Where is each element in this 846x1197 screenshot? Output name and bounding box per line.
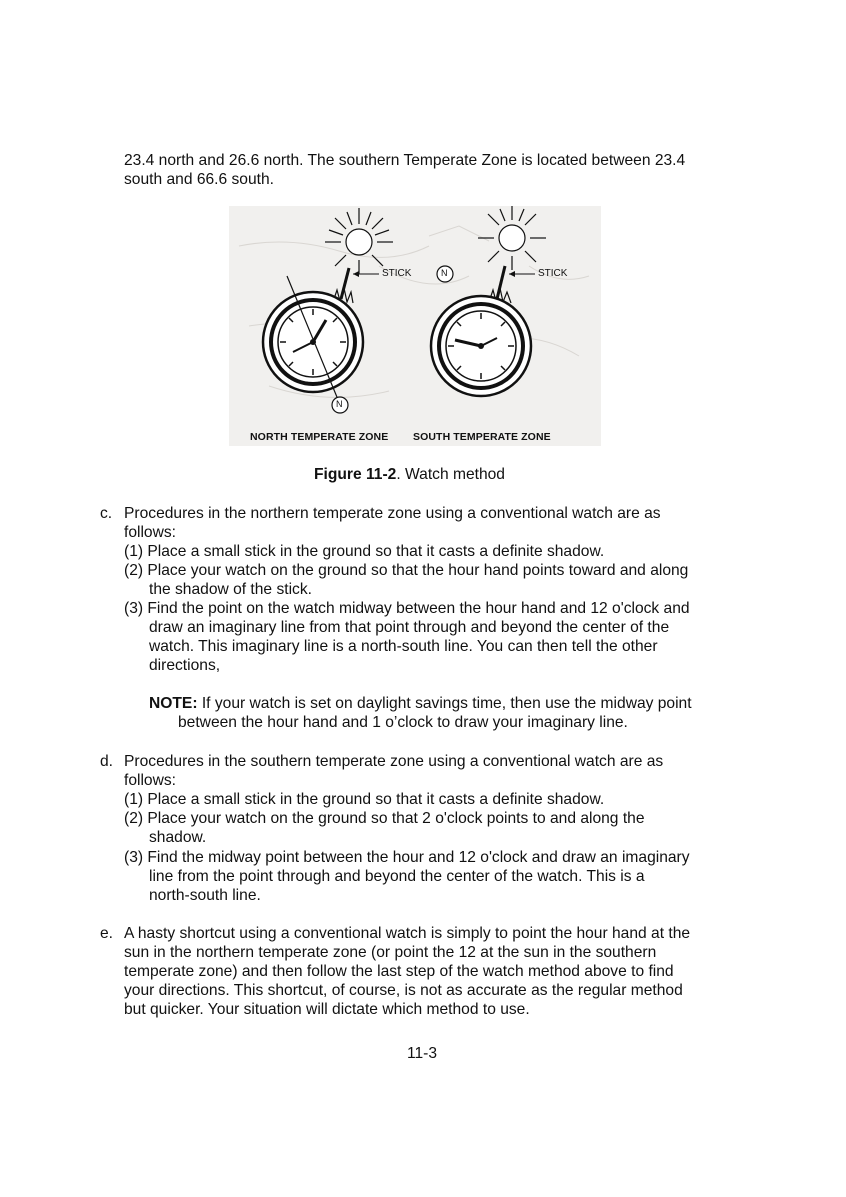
note-text-1: If your watch is set on daylight savings time, then use the midway point bbox=[197, 695, 692, 712]
section-d-step-2-line-2: shadow. bbox=[149, 829, 207, 846]
note-line-1 bbox=[149, 694, 692, 713]
zone-label-south: SOUTH TEMPERATE ZONE bbox=[413, 431, 551, 443]
intro-line-1: 23.4 north and 26.6 north. The southern Temperate Zone is located between 23.4 bbox=[124, 152, 686, 169]
section-e-line-1: A hasty shortcut using a conventional watch is simply to point the hour hand at the bbox=[124, 925, 691, 942]
section-e-line-5: but quicker. Your situation will dictate which method to use. bbox=[124, 1001, 530, 1018]
note-label: NOTE: bbox=[149, 695, 198, 712]
section-c-step-3-line-1: (3) Find the point on the watch midway between the hour hand and 12 o'clock and bbox=[124, 600, 690, 617]
north-marker-left-label: N bbox=[336, 399, 343, 409]
watch-method-figure bbox=[229, 206, 601, 446]
section-e-line-3: temperate zone) and then follow the last step of the watch method above to find bbox=[124, 963, 674, 980]
section-d-marker: d. bbox=[100, 753, 114, 770]
figure-caption-label: Figure 11-2 bbox=[314, 466, 397, 483]
note-line-2: between the hour hand and 1 o’clock to draw your imaginary line. bbox=[178, 714, 628, 731]
section-c-step-2-line-2: the shadow of the stick. bbox=[149, 581, 312, 598]
zone-label-north: NORTH TEMPERATE ZONE bbox=[250, 431, 389, 443]
section-c-step-1: (1) Place a small stick in the ground so that it casts a definite shadow. bbox=[124, 543, 605, 560]
section-e-line-2: sun in the northern temperate zone (or point the 12 at the sun in the southern bbox=[124, 944, 657, 961]
section-c-line-2: follows: bbox=[124, 524, 176, 541]
intro-line-2: south and 66.6 south. bbox=[124, 171, 274, 188]
section-d-line-1: Procedures in the southern temperate zone using a conventional watch are as bbox=[124, 753, 664, 770]
section-d-step-2-line-1: (2) Place your watch on the ground so that 2 o'clock points to and along the bbox=[124, 810, 645, 827]
figure-caption-text: . Watch method bbox=[396, 466, 505, 483]
section-c-marker: c. bbox=[100, 505, 113, 522]
section-c-line-1: Procedures in the northern temperate zone using a conventional watch are as bbox=[124, 505, 661, 522]
page-number: 11-3 bbox=[407, 1045, 438, 1062]
section-c-step-3-line-2: draw an imaginary line from that point through and beyond the center of the bbox=[149, 619, 670, 636]
stick-icon-left bbox=[333, 268, 379, 303]
section-c-step-2-line-1: (2) Place your watch on the ground so that the hour hand points toward and along bbox=[124, 562, 689, 579]
stick-label-left: STICK bbox=[382, 268, 412, 279]
sun-icon-right bbox=[478, 206, 546, 270]
watch-icon-left bbox=[263, 276, 363, 402]
sun-icon-left bbox=[325, 208, 393, 274]
section-d-step-3-line-3: north-south line. bbox=[149, 887, 261, 904]
section-d-step-3-line-2: line from the point through and beyond the center of the watch. This is a bbox=[149, 868, 645, 885]
north-marker-right-label: N bbox=[441, 268, 448, 278]
section-d-step-3-line-1: (3) Find the midway point between the hour and 12 o'clock and draw an imaginary bbox=[124, 849, 690, 866]
section-e-line-4: your directions. This shortcut, of course, is not as accurate as the regular method bbox=[124, 982, 683, 999]
section-e-marker: e. bbox=[100, 925, 114, 942]
section-c-step-3-line-4: directions, bbox=[149, 657, 221, 674]
watch-icon-right bbox=[431, 296, 531, 396]
stick-label-right: STICK bbox=[538, 268, 568, 279]
section-d-line-2: follows: bbox=[124, 772, 176, 789]
watch-method-illustration bbox=[229, 206, 601, 446]
section-c-step-3-line-3: watch. This imaginary line is a north-south line. You can then tell the other bbox=[149, 638, 658, 655]
figure-caption bbox=[314, 465, 505, 484]
section-d-step-1: (1) Place a small stick in the ground so that it casts a definite shadow. bbox=[124, 791, 605, 808]
